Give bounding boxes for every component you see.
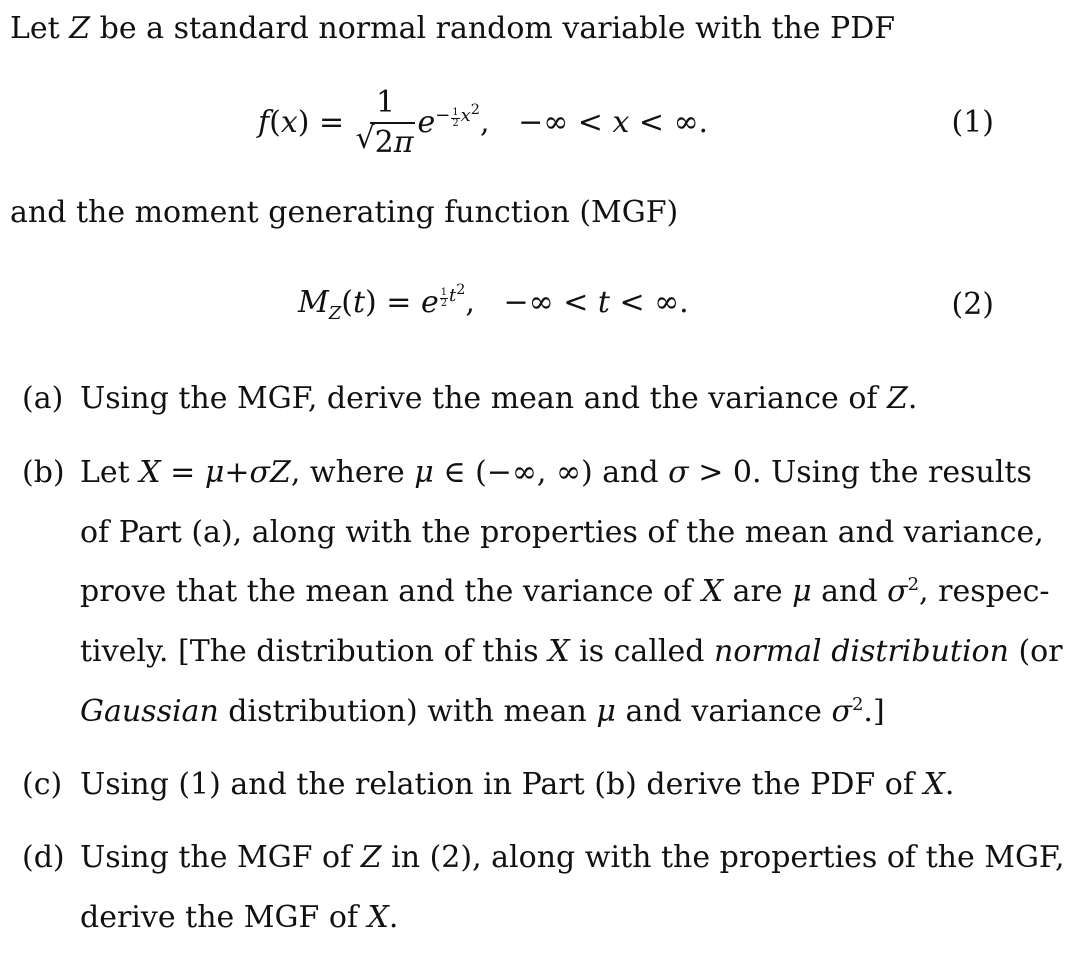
equation-1-number: (1) (951, 105, 994, 140)
item-b-label: (b) (22, 455, 65, 490)
fraction-one-over-sqrt-2pi: 1 √ 2π (355, 85, 414, 160)
item-b-line-1: Let X = μ+σZ, where μ ∈ (−∞, ∞) and σ > 0. Using the results (80, 455, 1032, 490)
item-b-line-3: prove that the mean and the variance of X are μ and $\sigma^2$, respec- (80, 574, 1050, 609)
item-a-label: (a) (22, 381, 64, 416)
mid-text: and the moment generating function (MGF) (10, 195, 679, 230)
item-b-line-4: tively. [The distribution of this X is called normal distribution (or (80, 634, 1063, 669)
item-a-text: Using the MGF, derive the mean and the variance of Z. (80, 381, 918, 416)
equation-1: f(x) = 1 √ 2π $e^{- \frac{1}{2} x^2}$, −∞ < x < ∞. (258, 85, 709, 160)
item-b-line-5: Gaussian distribution) with mean μ and variance $\sigma^2$.] (80, 694, 885, 729)
intro-text: Let Z be a standard normal random variable with the PDF (10, 11, 896, 46)
item-d-label: (d) (22, 840, 65, 875)
equation-2: $M_Z(t) = e$ $^{\frac{1}{2} t^2}$, −∞ < t < ∞. (298, 282, 689, 324)
item-c-label: (c) (22, 767, 63, 802)
item-c-text: Using (1) and the relation in Part (b) derive the PDF of X. (80, 767, 955, 802)
item-d-line-1: Using the MGF of Z in (2), along with the properties of the MGF, (80, 840, 1065, 875)
item-b-line-2: of Part (a), along with the properties of the mean and variance, (80, 515, 1044, 550)
equation-2-number: (2) (951, 287, 994, 322)
item-d-line-2: derive the MGF of X. (80, 900, 399, 935)
